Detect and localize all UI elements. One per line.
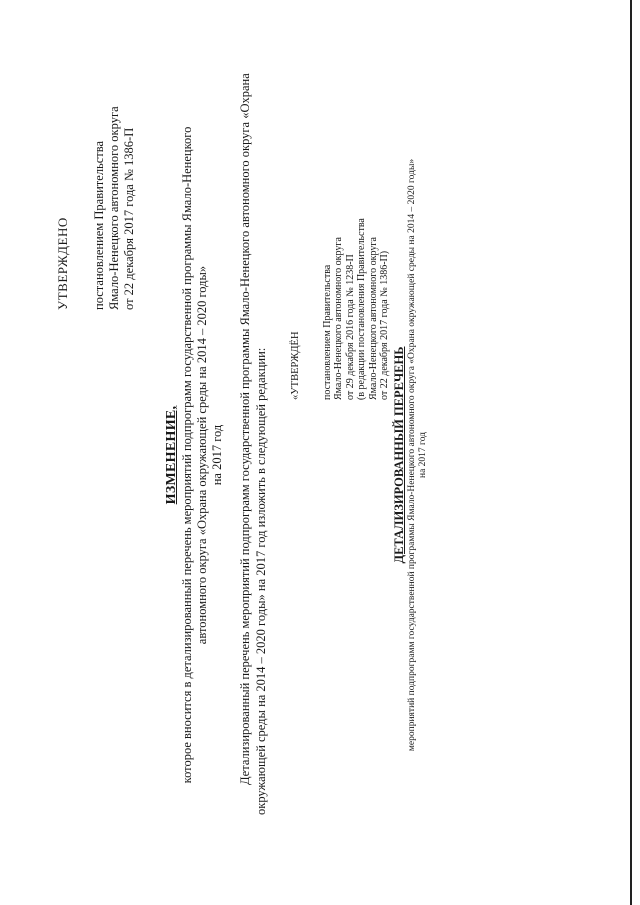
main-paragraph xyxy=(238,30,269,815)
scan-edge-line xyxy=(630,0,632,905)
detailed-list-title: ДЕТАЛИЗИРОВАННЫЙ ПЕРЕЧЕНЬ xyxy=(392,346,406,564)
change-subtitle xyxy=(180,45,225,865)
approved-inner-line-3: от 29 декабря 2016 года № 1238-П xyxy=(344,254,356,400)
main-line-2: окружающей среды на 2014 – 2020 годы» на 2017 год изложить в следующей редакции: xyxy=(253,347,268,815)
main-line-1: Детализированный перечень мероприятий подпрограмм государственной программы Ямало-Ненецкого автономного округа «Охрана xyxy=(238,73,252,785)
approval-stamp-top xyxy=(55,10,137,310)
change-line-1: которое вносится в детализированный перечень мероприятий подпрограмм государственной программы Ямало-Ненецкого xyxy=(180,126,194,784)
approval-stamp-inner xyxy=(290,80,391,400)
approved-inner-line-2: Ямало-Ненецкого автономного округа xyxy=(333,237,344,400)
change-title: ИЗМЕНЕНИЕ, xyxy=(164,405,179,505)
change-line-2: автономного округа «Охрана окружающей среды на 2014 – 2020 годы» xyxy=(195,265,209,645)
list-line-2: на 2017 год xyxy=(418,431,428,479)
approved-line-1: постановлением Правительства xyxy=(92,140,106,310)
approved-inner-line-5: Ямало-Ненецкого автономного округа xyxy=(367,237,379,400)
list-line-1: мероприятий подпрограмм государственной программы Ямало-Ненецкого автономного округа «Охрана окружающей среды на 2014 – 2020 годы» xyxy=(407,158,417,752)
approved-line-3: от 22 декабря 2017 года № 1386-П xyxy=(122,127,136,310)
change-line-3: на 2017 год xyxy=(210,424,224,486)
approved-inner-title: «УТВЕРЖДЁН xyxy=(290,331,301,400)
detailed-list-subtitle xyxy=(407,45,429,865)
approved-line-2: Ямало-Ненецкого автономного округа xyxy=(107,106,121,310)
approved-title: УТВЕРЖДЕНО xyxy=(55,217,70,310)
approved-inner-line-4: (в редакции постановления Правительства xyxy=(356,218,367,400)
approved-inner-line-6: от 22 декабря 2017 года № 1386-П) xyxy=(379,250,390,400)
approved-inner-line-1: постановлением Правительства xyxy=(321,264,333,400)
